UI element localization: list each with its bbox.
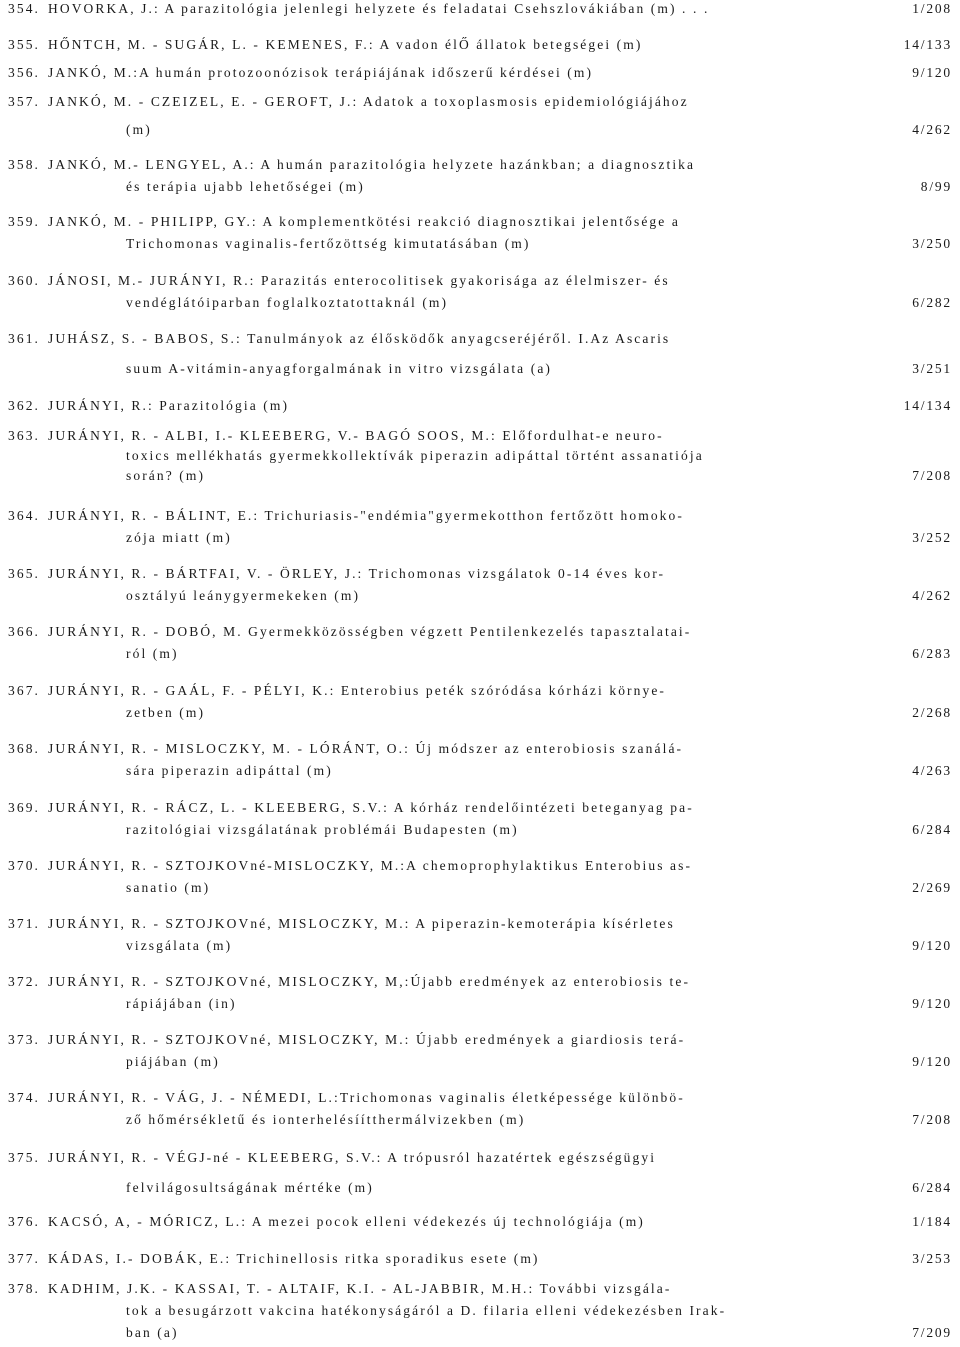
entry-reference: 2/268 bbox=[912, 705, 952, 720]
entry-number: 359. bbox=[8, 214, 41, 229]
entry-text: JURÁNYI, R. - SZTOJKOVné, MISLOCZKY, M.: A piperazin-kemoterápia kísérletes bbox=[48, 916, 675, 931]
entry-reference: 6/284 bbox=[912, 1180, 952, 1195]
entry-text: HOVORKA, J.: A parazitológia jelenlegi helyzete és feladatai Csehszlovákiában (m) . . . bbox=[48, 1, 710, 16]
entry-text: JURÁNYI, R. - BÁRTFAI, V. - ÖRLEY, J.: Trichomonas vizsgálatok 0-14 éves kor- bbox=[48, 566, 666, 581]
entry-text-continuation: rápiájában (in) bbox=[126, 996, 237, 1011]
entry-reference: 9/120 bbox=[912, 1054, 952, 1069]
entry-reference: 4/263 bbox=[912, 763, 952, 778]
entry-reference: 9/120 bbox=[912, 938, 952, 953]
entry-reference: 1/208 bbox=[912, 1, 952, 16]
entry-text-continuation: sára piperazin adipáttal (m) bbox=[126, 763, 333, 778]
entry-text: HŐNTCH, M. - SUGÁR, L. - KEMENES, F.: A vadon élŐ állatok betegségei (m) bbox=[48, 37, 643, 52]
entry-number: 356. bbox=[8, 65, 41, 80]
entry-number: 375. bbox=[8, 1150, 41, 1165]
entry-number: 378. bbox=[8, 1281, 41, 1296]
entry-text: JURÁNYI, R.: Parazitológia (m) bbox=[48, 398, 290, 413]
entry-text-continuation: vendéglátóiparban foglalkoztatottaknál (m) bbox=[126, 295, 449, 310]
entry-number: 366. bbox=[8, 624, 41, 639]
entry-text-continuation: ban (a) bbox=[126, 1325, 179, 1340]
entry-number: 358. bbox=[8, 157, 41, 172]
entry-text-continuation: suum A-vitámin-anyagforgalmának in vitro vizsgálata (a) bbox=[126, 361, 553, 376]
entry-text-continuation: és terápia ujabb lehetőségei (m) bbox=[126, 179, 365, 194]
entry-reference: 3/253 bbox=[912, 1251, 952, 1266]
entry-number: 368. bbox=[8, 741, 41, 756]
entry-text-continuation: Trichomonas vaginalis-fertőzöttség kimutatásában (m) bbox=[126, 236, 531, 251]
entry-number: 363. bbox=[8, 428, 41, 443]
entry-reference: 1/184 bbox=[912, 1214, 952, 1229]
entry-reference: 6/282 bbox=[912, 295, 952, 310]
entry-reference: 4/262 bbox=[912, 588, 952, 603]
entry-reference: 3/252 bbox=[912, 530, 952, 545]
entry-text-continuation: razitológiai vizsgálatának problémái Budapesten (m) bbox=[126, 822, 519, 837]
entry-text: JURÁNYI, R. - ALBI, I.- KLEEBERG, V.- BAGÓ SOOS, M.: Előfordulhat-e neuro- bbox=[48, 428, 664, 443]
entry-number: 377. bbox=[8, 1251, 41, 1266]
entry-number: 372. bbox=[8, 974, 41, 989]
entry-text-continuation: zója miatt (m) bbox=[126, 530, 232, 545]
entry-text-continuation: ző hőmérsékletű és ionterhelésíítthermálvizekben (m) bbox=[126, 1112, 526, 1127]
entry-text-continuation: (m) bbox=[126, 122, 152, 137]
entry-text: JANKÓ, M.- LENGYEL, A.: A humán parazitológia helyzete hazánkban; a diagnosztika bbox=[48, 157, 696, 172]
entry-number: 367. bbox=[8, 683, 41, 698]
entry-number: 373. bbox=[8, 1032, 41, 1047]
entry-reference: 3/251 bbox=[912, 361, 952, 376]
entry-number: 369. bbox=[8, 800, 41, 815]
entry-reference: 7/209 bbox=[912, 1325, 952, 1340]
entry-number: 364. bbox=[8, 508, 41, 523]
entry-number: 361. bbox=[8, 331, 41, 346]
entry-text: JURÁNYI, R. - SZTOJKOVné, MISLOCZKY, M.: Újabb eredmények a giardiosis terá- bbox=[48, 1032, 686, 1047]
entry-text: KADHIM, J.K. - KASSAI, T. - ALTAIF, K.I. - AL-JABBIR, M.H.: További vizsgála- bbox=[48, 1281, 672, 1296]
entry-text: JANKÓ, M.:A humán protozoonózisok terápiájának időszerű kérdései (m) bbox=[48, 65, 594, 80]
entry-text: JURÁNYI, R. - MISLOCZKY, M. - LÓRÁNT, O.: Új módszer az enterobiosis szanálá- bbox=[48, 741, 684, 756]
entry-reference: 8/99 bbox=[920, 179, 952, 194]
entry-reference: 6/284 bbox=[912, 822, 952, 837]
entry-text-continuation: osztályú leánygyermekeken (m) bbox=[126, 588, 361, 603]
entry-text: JANKÓ, M. - PHILIPP, GY.: A komplementkötési reakció diagnosztikai jelentősége a bbox=[48, 214, 680, 229]
entry-text: JURÁNYI, R. - SZTOJKOVné, MISLOCZKY, M,:Újabb eredmények az enterobiosis te- bbox=[48, 974, 691, 989]
entry-text: JURÁNYI, R. - SZTOJKOVné-MISLOCZKY, M.:A chemoprophylaktikus Enterobius as- bbox=[48, 858, 693, 873]
entry-text-continuation: piájában (m) bbox=[126, 1054, 220, 1069]
entry-text: JÁNOSI, M.- JURÁNYI, R.: Parazitás enterocolitisek gyakorisága az élelmiszer- és bbox=[48, 273, 670, 288]
entry-text: KACSÓ, A, - MÓRICZ, L.: A mezei pocok elleni védekezés új technológiája (m) bbox=[48, 1214, 645, 1229]
entry-text: JURÁNYI, R. - DOBÓ, M. Gyermekközösségben végzett Pentilenkezelés tapasztalatai- bbox=[48, 624, 692, 639]
entry-number: 371. bbox=[8, 916, 41, 931]
entry-reference: 9/120 bbox=[912, 996, 952, 1011]
entry-number: 376. bbox=[8, 1214, 41, 1229]
entry-text-continuation: során? (m) bbox=[126, 468, 206, 483]
entry-text: JURÁNYI, R. - GAÁL, F. - PÉLYI, K.: Enterobius peték szóródása kórházi környe- bbox=[48, 683, 667, 698]
entry-number: 370. bbox=[8, 858, 41, 873]
entry-text-continuation: sanatio (m) bbox=[126, 880, 211, 895]
entry-number: 362. bbox=[8, 398, 41, 413]
entry-reference: 9/120 bbox=[912, 65, 952, 80]
entry-text-continuation: ról (m) bbox=[126, 646, 179, 661]
entry-text: JURÁNYI, R. - BÁLINT, E.: Trichuriasis-"endémia"gyermekotthon fertőzött homoko- bbox=[48, 508, 684, 523]
entry-number: 354. bbox=[8, 1, 41, 16]
entry-text-continuation: vizsgálata (m) bbox=[126, 938, 233, 953]
entry-text: JURÁNYI, R. - VÉGJ-né - KLEEBERG, S.V.: A trópusról hazatértek egészségügyi bbox=[48, 1150, 657, 1165]
entry-text-continuation: felvilágosultságának mértéke (m) bbox=[126, 1180, 374, 1195]
entry-reference: 4/262 bbox=[912, 122, 952, 137]
entry-text-continuation: zetben (m) bbox=[126, 705, 206, 720]
entry-reference: 14/134 bbox=[903, 398, 952, 413]
entry-text: JANKÓ, M. - CZEIZEL, E. - GEROFT, J.: Adatok a toxoplasmosis epidemiológiájához bbox=[48, 94, 689, 109]
entry-text: JURÁNYI, R. - RÁCZ, L. - KLEEBERG, S.V.: A kórház rendelőintézeti beteganyag pa- bbox=[48, 800, 694, 815]
entry-reference: 7/208 bbox=[912, 1112, 952, 1127]
entry-number: 357. bbox=[8, 94, 41, 109]
entry-reference: 14/133 bbox=[903, 37, 952, 52]
entry-text-continuation: toxics mellékhatás gyermekkollektívák piperazin adipáttal történt assanatiója bbox=[126, 448, 704, 463]
entry-text: KÁDAS, I.- DOBÁK, E.: Trichinellosis ritka sporadikus esete (m) bbox=[48, 1251, 540, 1266]
entry-reference: 7/208 bbox=[912, 468, 952, 483]
entry-reference: 6/283 bbox=[912, 646, 952, 661]
entry-number: 360. bbox=[8, 273, 41, 288]
entry-text: JUHÁSZ, S. - BABOS, S.: Tanulmányok az élősködők anyagcseréjéről. I.Az Ascaris bbox=[48, 331, 671, 346]
entry-number: 365. bbox=[8, 566, 41, 581]
entry-text: JURÁNYI, R. - VÁG, J. - NÉMEDI, L.:Trichomonas vaginalis életképessége különbö- bbox=[48, 1090, 685, 1105]
entry-reference: 3/250 bbox=[912, 236, 952, 251]
entry-number: 374. bbox=[8, 1090, 41, 1105]
entry-text-continuation: tok a besugárzott vakcina hatékonyságáról a D. filaria elleni védekezésben Irak- bbox=[126, 1303, 727, 1318]
entry-number: 355. bbox=[8, 37, 41, 52]
entry-reference: 2/269 bbox=[912, 880, 952, 895]
